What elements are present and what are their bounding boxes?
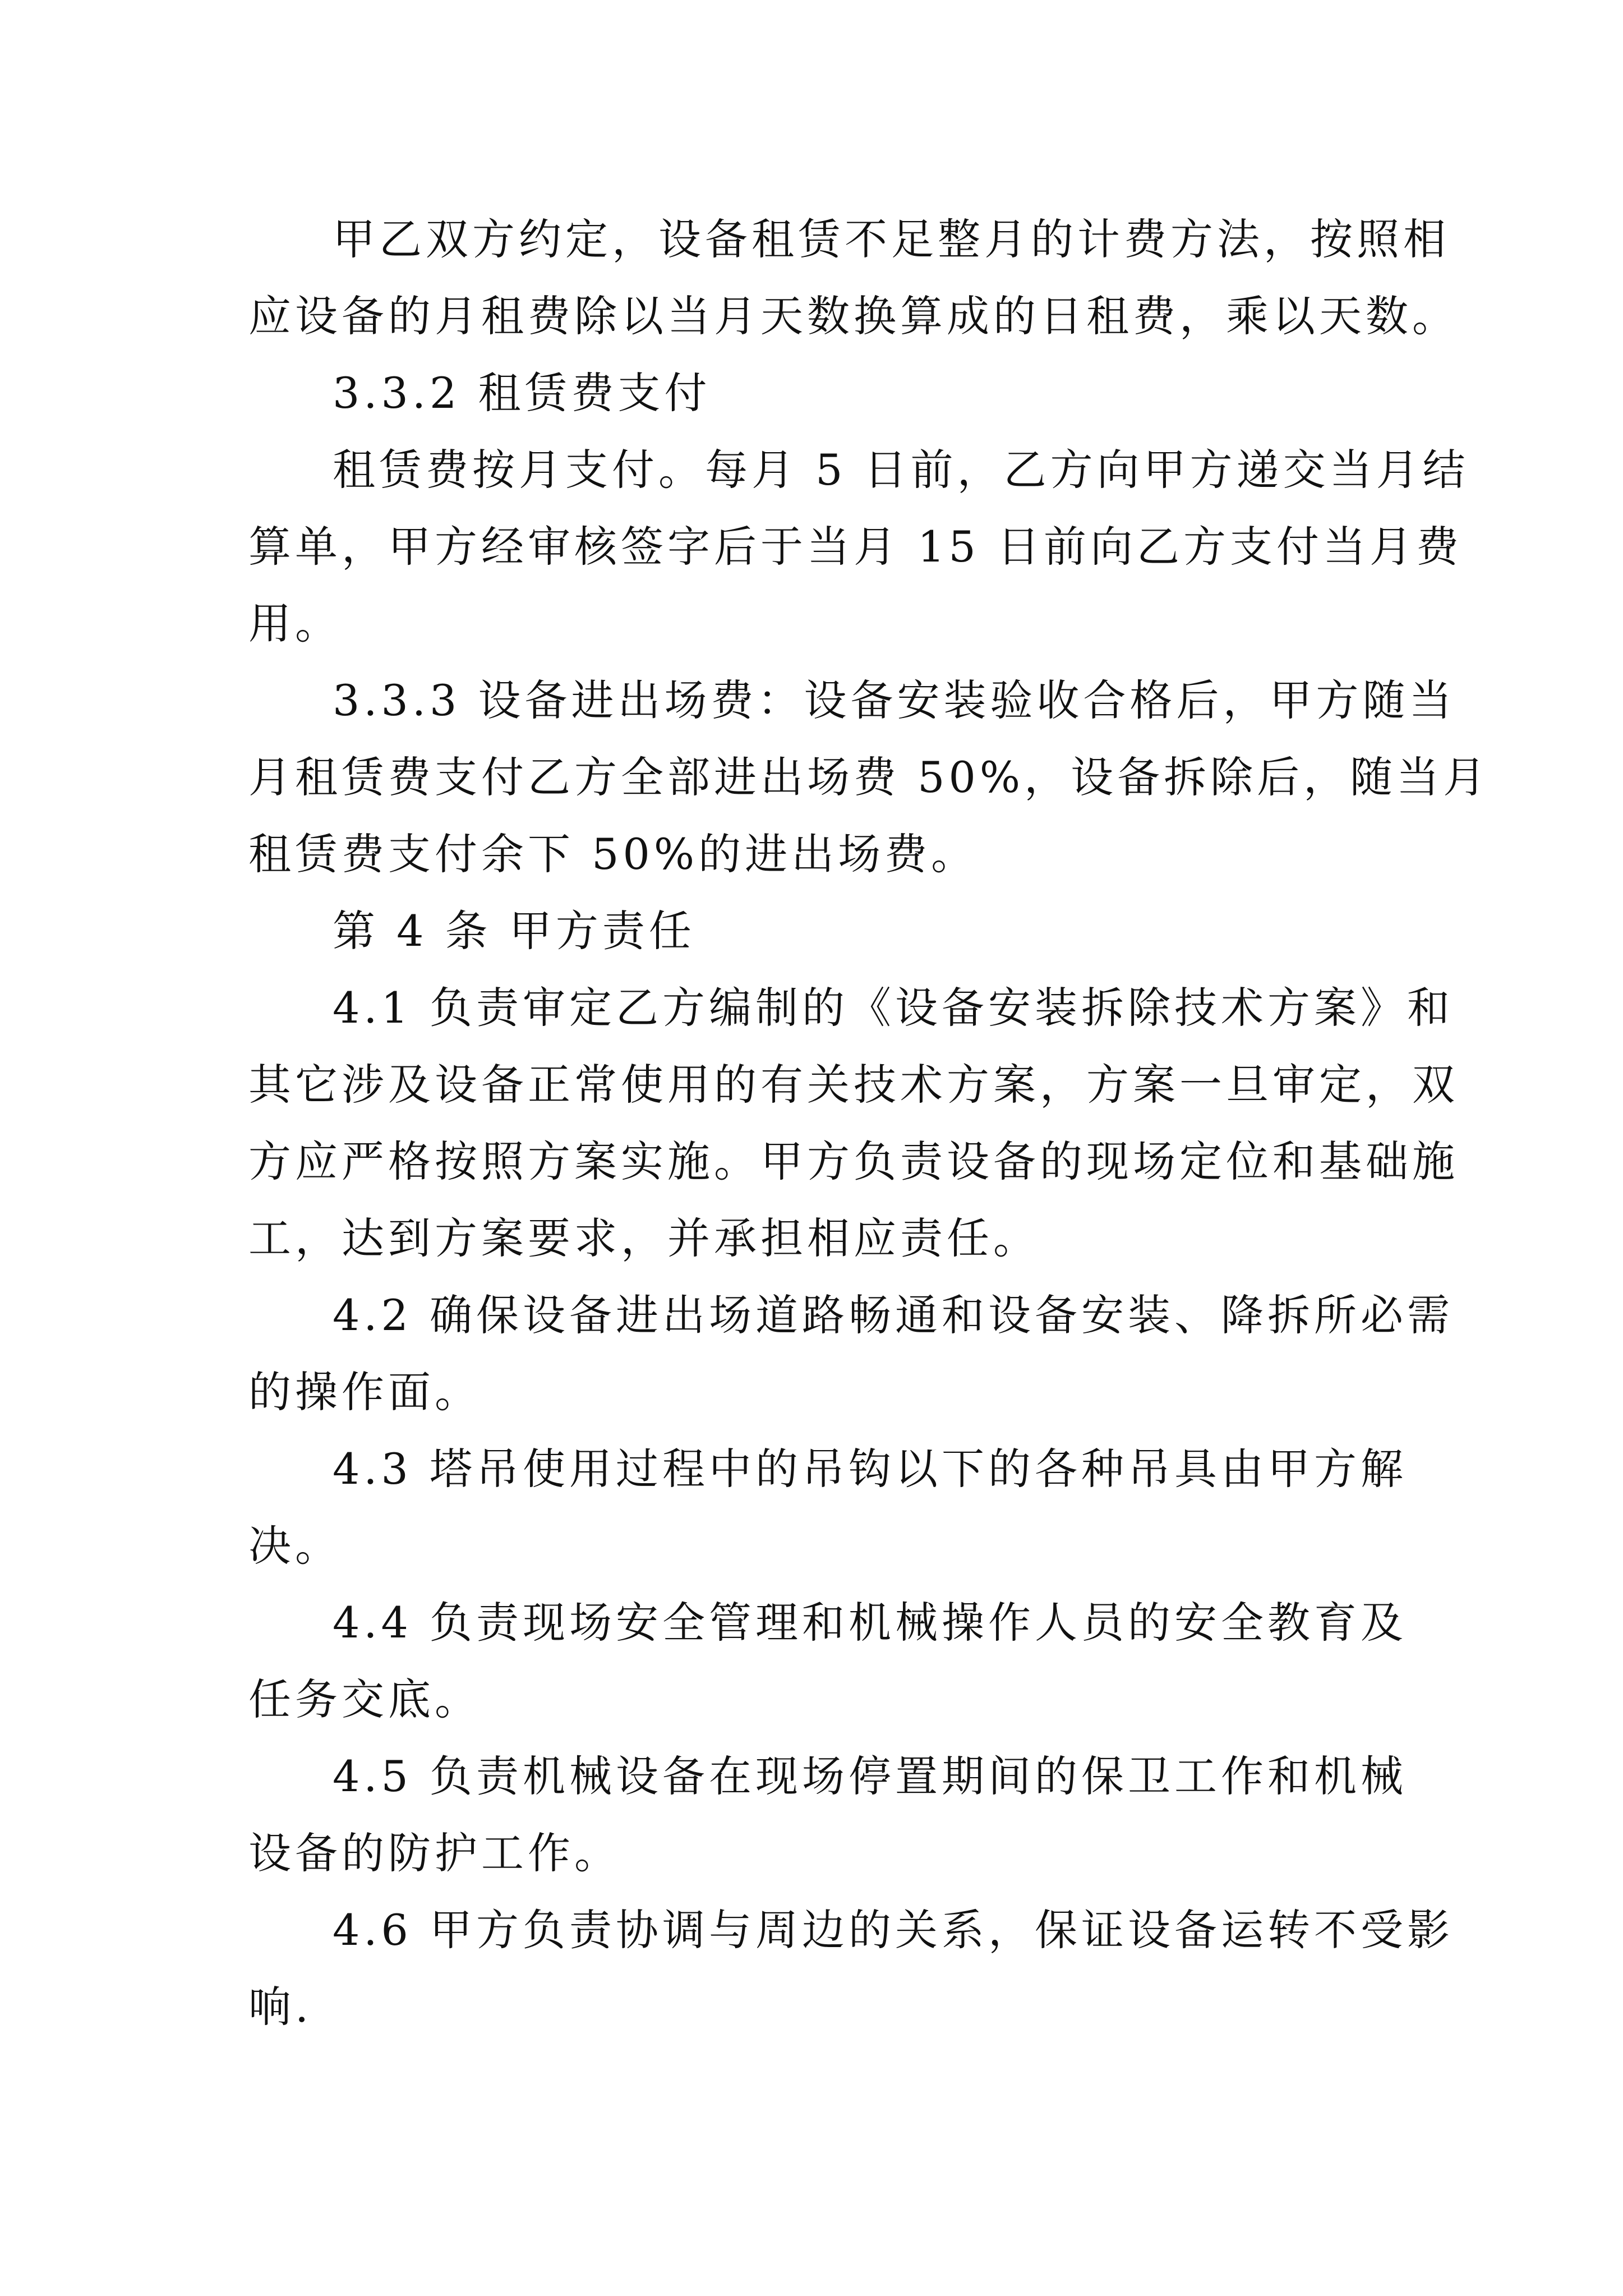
text-line: 设备的防护工作。 — [248, 1828, 621, 1878]
text-line: 工，达到方案要求，并承担相应责任。 — [248, 1213, 1040, 1263]
text-line: 月租赁费支付乙方全部进出场费 50%，设备拆除后，随当月 — [248, 752, 1490, 802]
text-line: 方应严格按照方案实施。甲方负责设备的现场定位和基础施 — [248, 1137, 1459, 1186]
text-line: 4.4 负责现场安全管理和机械操作人员的安全教育及 — [333, 1598, 1408, 1648]
text-line: 决。 — [248, 1521, 342, 1571]
text-line: 租赁费支付余下 50%的进出场费。 — [248, 829, 978, 879]
text-line: 其它涉及设备正常使用的有关技术方案，方案一旦审定，双 — [248, 1060, 1459, 1110]
section-heading: 第 4 条 甲方责任 — [333, 906, 695, 956]
text-line: 任务交底。 — [248, 1674, 481, 1724]
text-line: 的操作面。 — [248, 1367, 481, 1417]
text-line: 4.6 甲方负责协调与周边的关系，保证设备运转不受影 — [333, 1905, 1454, 1955]
section-heading: 3.3.2 租赁费支付 — [333, 368, 711, 418]
text-line: 4.3 塔吊使用过程中的吊钩以下的各种吊具由甲方解 — [333, 1444, 1408, 1494]
text-line: 4.5 负责机械设备在现场停置期间的保卫工作和机械 — [333, 1751, 1408, 1801]
text-line: 甲乙双方约定，设备租赁不足整月的计费方法，按照相 — [333, 214, 1450, 264]
text-line: 3.3.3 设备进出场费：设备安装验收合格后，甲方随当 — [333, 675, 1456, 725]
text-line: 响. — [248, 1982, 313, 2032]
text-line: 租赁费按月支付。每月 5 日前，乙方向甲方递交当月结 — [333, 445, 1469, 495]
text-line: 4.2 确保设备进出场道路畅通和设备安装、降拆所必需 — [333, 1290, 1454, 1340]
text-line: 用。 — [248, 599, 342, 648]
text-line: 算单，甲方经审核签字后于当月 15 日前向乙方支付当月费 — [248, 522, 1463, 572]
text-line: 应设备的月租费除以当月天数换算成的日租费，乘以天数。 — [248, 291, 1459, 341]
text-line: 4.1 负责审定乙方编制的《设备安装拆除技术方案》和 — [333, 983, 1454, 1033]
